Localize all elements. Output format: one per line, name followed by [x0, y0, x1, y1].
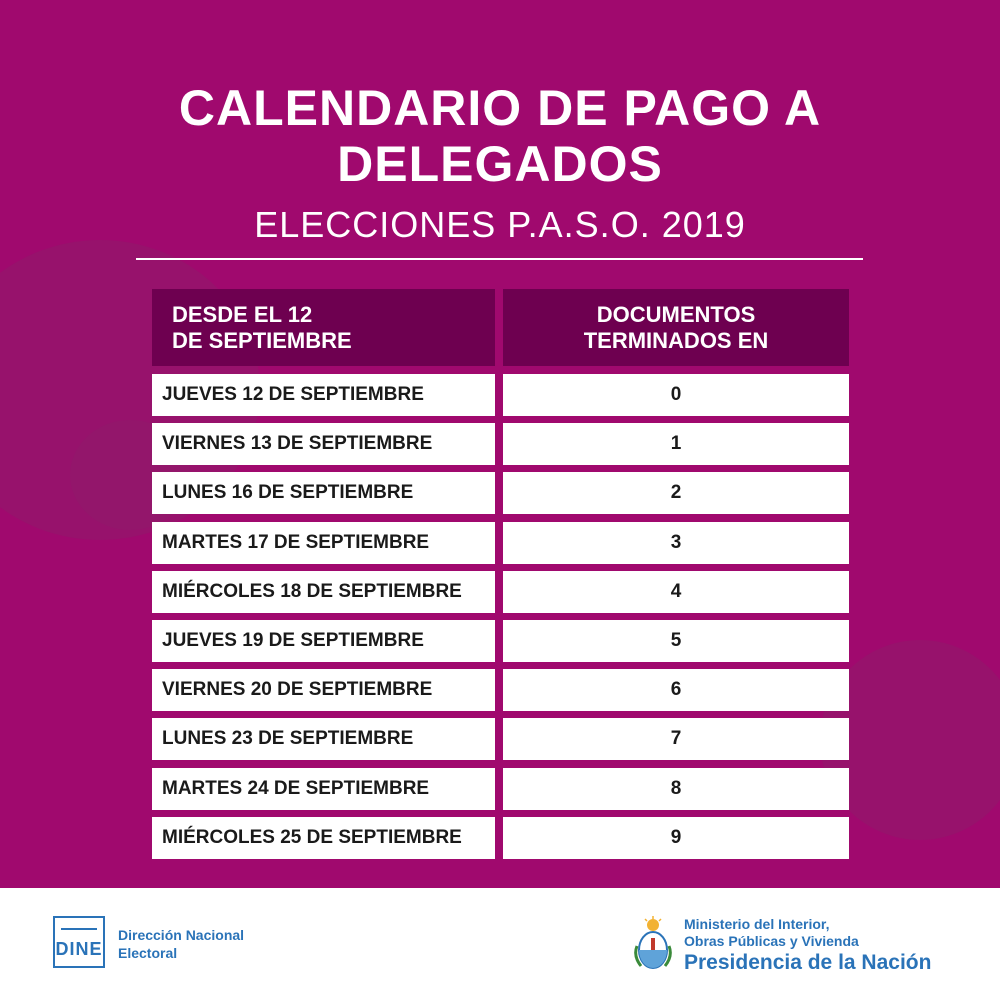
column-header-document-line-2: TERMINADOS EN: [583, 327, 769, 353]
payment-date-cell: MIÉRCOLES 25 DE SEPTIEMBRE: [152, 817, 495, 859]
document-digit-cell: 0: [503, 374, 849, 416]
title-line-1: CALENDARIO DE PAGO A: [178, 80, 822, 136]
ministry-line-1: Ministerio del Interior,: [684, 916, 830, 932]
document-digit-cell: 7: [503, 718, 849, 760]
table-row: [152, 669, 849, 711]
document-digit-cell: 4: [503, 571, 849, 613]
table-row: [152, 472, 849, 514]
document-digit-cell: 6: [503, 669, 849, 711]
table-row: [152, 768, 849, 810]
ministry-text: [684, 916, 931, 976]
column-header-date-line-2: DE SEPTIEMBRE: [172, 327, 352, 353]
column-header-date: [152, 289, 495, 366]
column-header-document: [503, 289, 849, 366]
table-header-row: [152, 289, 849, 366]
document-digit-cell: 3: [503, 522, 849, 564]
dine-name-line-1: Dirección Nacional: [118, 927, 245, 943]
presidency-name: Presidencia de la Nación: [684, 951, 932, 974]
ministry-line-2: Obras Públicas y Vivienda: [684, 933, 859, 949]
payment-date-cell: LUNES 16 DE SEPTIEMBRE: [152, 472, 495, 514]
payment-date-cell: VIERNES 20 DE SEPTIEMBRE: [152, 669, 495, 711]
document-digit-cell: 5: [503, 620, 849, 662]
payment-date-cell: MIÉRCOLES 18 DE SEPTIEMBRE: [152, 571, 495, 613]
payment-calendar-table: [152, 289, 849, 866]
document-digit-cell: 8: [503, 768, 849, 810]
table-row: [152, 374, 849, 416]
table-row: [152, 423, 849, 465]
payment-date-cell: MARTES 17 DE SEPTIEMBRE: [152, 522, 495, 564]
payment-date-cell: LUNES 23 DE SEPTIEMBRE: [152, 718, 495, 760]
page-title: [0, 80, 1000, 192]
payment-date-cell: JUEVES 19 DE SEPTIEMBRE: [152, 620, 495, 662]
argentina-coat-of-arms-icon: [633, 916, 673, 972]
column-header-document-line-1: DOCUMENTOS: [596, 301, 756, 327]
document-digit-cell: 1: [503, 423, 849, 465]
column-header-date-line-1: DESDE EL 12: [172, 301, 313, 327]
page-subtitle: ELECCIONES P.A.S.O. 2019: [254, 204, 746, 245]
table-row: [152, 718, 849, 760]
payment-date-cell: JUEVES 12 DE SEPTIEMBRE: [152, 374, 495, 416]
document-digit-cell: 2: [503, 472, 849, 514]
title-divider: [136, 258, 863, 260]
table-row: [152, 817, 849, 859]
payment-date-cell: MARTES 24 DE SEPTIEMBRE: [152, 768, 495, 810]
title-line-2: DELEGADOS: [337, 136, 663, 192]
table-row: [152, 620, 849, 662]
table-row: [152, 522, 849, 564]
dine-logo: DINE: [53, 916, 105, 968]
document-digit-cell: 9: [503, 817, 849, 859]
payment-date-cell: VIERNES 13 DE SEPTIEMBRE: [152, 423, 495, 465]
dine-organization-name: [118, 926, 244, 962]
dine-name-line-2: Electoral: [118, 945, 178, 961]
table-row: [152, 571, 849, 613]
